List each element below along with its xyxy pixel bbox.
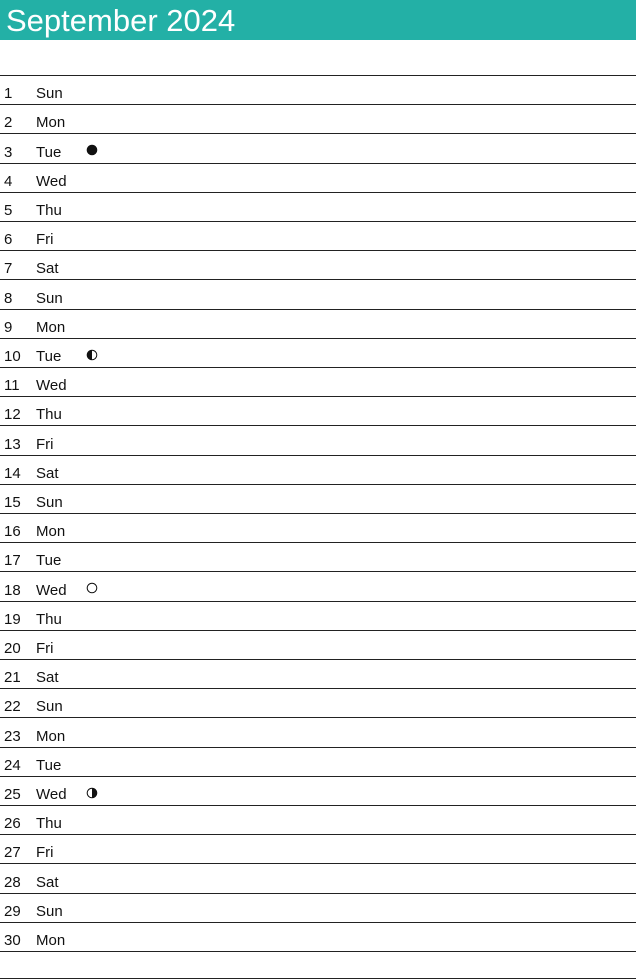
day-number: 25 [4,785,21,803]
day-row [0,133,636,162]
day-row [0,425,636,454]
weekday-label: Wed [36,785,67,803]
day-number: 9 [4,318,13,336]
day-row [0,279,636,308]
day-row [0,834,636,863]
day-number: 30 [4,931,21,949]
weekday-label: Tue [36,347,62,365]
weekday-label: Sun [36,85,63,103]
last-quarter-moon-icon [86,786,98,798]
weekday-label: Fri [36,639,54,657]
row-divider [0,978,636,979]
weekday-label: Sun [36,289,63,307]
day-number: 1 [4,85,13,103]
day-number: 11 [4,377,20,395]
weekday-label: Sat [36,464,59,482]
day-row [0,75,636,104]
day-row [0,104,636,133]
day-number: 12 [4,406,21,424]
day-row [0,601,636,630]
weekday-label: Sat [36,873,59,891]
day-number: 14 [4,464,21,482]
weekday-label: Mon [36,727,66,745]
day-number: 5 [4,201,13,219]
new-moon-icon [86,143,98,155]
weekday-label: Mon [36,114,66,132]
day-row [0,163,636,192]
day-row [0,367,636,396]
day-number: 7 [4,260,13,278]
first-quarter-moon-icon [86,348,98,360]
day-number: 26 [4,815,21,833]
weekday-label: Wed [36,172,67,190]
day-row [0,747,636,776]
weekday-label: Mon [36,318,66,336]
day-row [0,221,636,250]
day-number: 23 [4,727,21,745]
day-row [0,893,636,922]
day-number: 28 [4,873,21,891]
day-row [0,484,636,513]
day-number: 22 [4,698,21,716]
day-row [0,192,636,221]
weekday-label: Mon [36,523,66,541]
day-number: 18 [4,581,21,599]
day-row [0,717,636,746]
day-number: 13 [4,435,21,453]
day-number: 16 [4,523,21,541]
day-number: 6 [4,231,13,249]
page-title: September 2024 [6,3,236,38]
day-number: 21 [4,669,21,687]
day-number: 19 [4,610,21,628]
day-row [0,659,636,688]
weekday-label: Wed [36,377,67,395]
weekday-label: Fri [36,231,54,249]
day-number: 8 [4,289,13,307]
day-number: 3 [4,143,13,161]
day-number: 24 [4,756,21,774]
weekday-label: Fri [36,844,54,862]
full-moon-icon [86,581,98,593]
weekday-label: Sat [36,669,59,687]
weekday-label: Thu [36,406,62,424]
day-row [0,776,636,805]
weekday-label: Sun [36,698,63,716]
weekday-label: Tue [36,552,62,570]
day-row [0,542,636,571]
day-number: 27 [4,844,21,862]
day-row [0,513,636,542]
weekday-label: Thu [36,201,62,219]
day-number: 29 [4,902,21,920]
day-number: 15 [4,493,21,511]
day-row [0,455,636,484]
weekday-label: Tue [36,756,62,774]
weekday-label: Sat [36,260,59,278]
day-row [0,338,636,367]
day-row [0,863,636,892]
weekday-label: Mon [36,931,66,949]
month-header [0,0,636,40]
day-row [0,396,636,425]
day-row [0,250,636,279]
weekday-label: Wed [36,581,67,599]
weekday-label: Sun [36,493,63,511]
row-divider [0,951,636,952]
day-number: 4 [4,172,13,190]
day-number: 2 [4,114,13,132]
day-number: 17 [4,552,21,570]
day-number: 10 [4,347,21,365]
day-row [0,309,636,338]
day-row [0,630,636,659]
day-row [0,805,636,834]
weekday-label: Tue [36,143,62,161]
weekday-label: Thu [36,815,62,833]
day-row [0,922,636,951]
day-number: 20 [4,639,21,657]
weekday-label: Fri [36,435,54,453]
weekday-label: Sun [36,902,63,920]
weekday-label: Thu [36,610,62,628]
day-row [0,688,636,717]
day-row [0,571,636,600]
